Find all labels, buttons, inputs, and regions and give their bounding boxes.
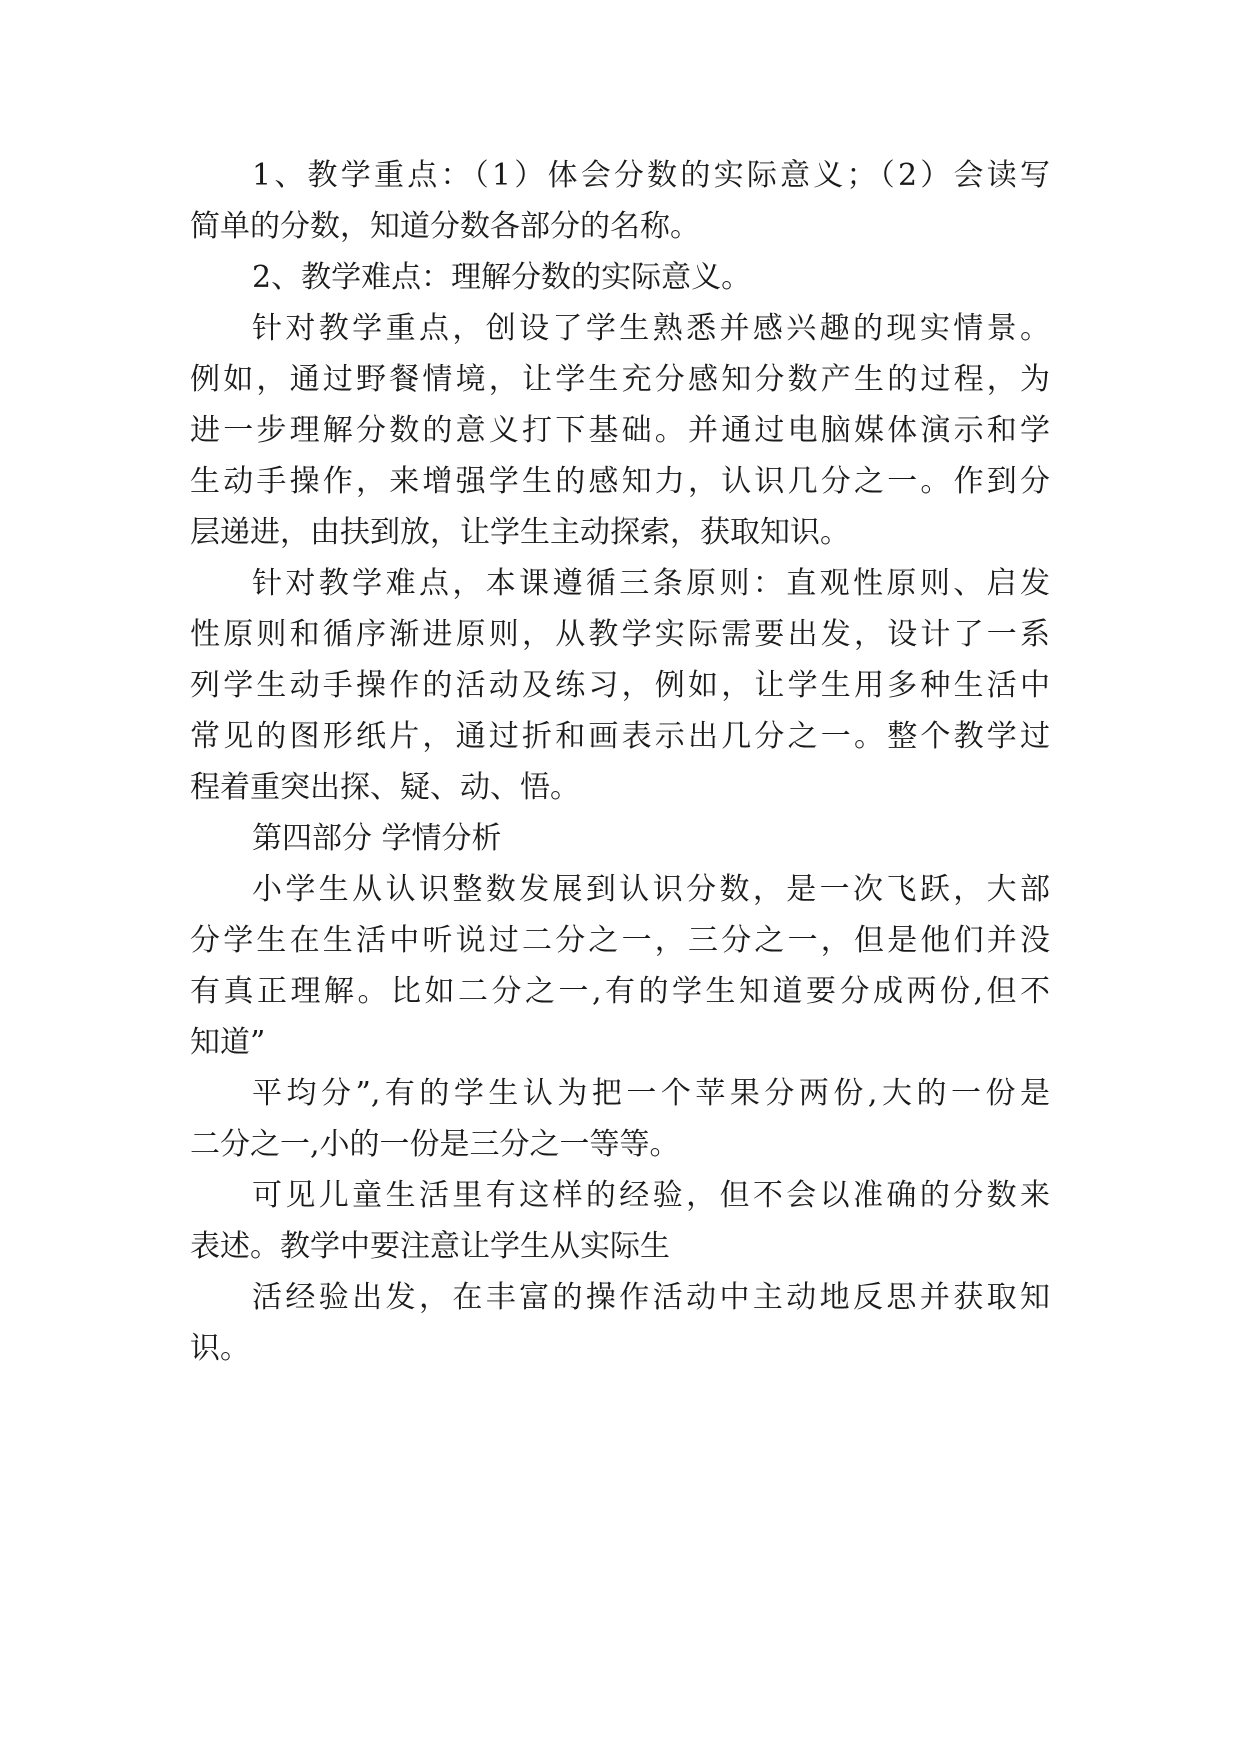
text-line: 程着重突出探、疑、动、悟。 — [190, 770, 580, 805]
text-line: 层递进，由扶到放，让学生主动探索，获取知识。 — [190, 515, 850, 550]
text-line: 常见的图形纸片，通过折和画表示出几分之一。整个教学过 — [190, 719, 1050, 754]
text-line: 进一步理解分数的意义打下基础。并通过电脑媒体演示和学 — [190, 413, 1050, 448]
text-line: 平均分”,有的学生认为把一个苹果分两份,大的一份是 — [252, 1076, 1050, 1111]
section-heading: 第四部分 学情分析 — [252, 821, 502, 856]
text-line: 表述。教学中要注意让学生从实际生 — [190, 1229, 670, 1264]
text-line: 知道” — [190, 1025, 266, 1060]
text-line: 简单的分数，知道分数各部分的名称。 — [190, 209, 700, 244]
text-line: 2、教学难点：理解分数的实际意义。 — [252, 260, 752, 295]
text-line: 活经验出发，在丰富的操作活动中主动地反思并获取知 — [252, 1280, 1050, 1315]
text-line: 针对教学难点，本课遵循三条原则：直观性原则、启发 — [252, 566, 1050, 601]
text-line: 小学生从认识整数发展到认识分数，是一次飞跃，大部 — [252, 872, 1050, 907]
text-line: 性原则和循序渐进原则，从教学实际需要出发，设计了一系 — [190, 617, 1050, 652]
text-line: 例如，通过野餐情境，让学生充分感知分数产生的过程，为 — [190, 362, 1050, 397]
text-line: 二分之一,小的一份是三分之一等等。 — [190, 1127, 680, 1162]
text-line: 针对教学重点，创设了学生熟悉并感兴趣的现实情景。 — [252, 311, 1050, 346]
text-line: 生动手操作，来增强学生的感知力，认识几分之一。作到分 — [190, 464, 1050, 499]
text-line: 有真正理解。比如二分之一,有的学生知道要分成两份,但不 — [190, 974, 1050, 1009]
text-line: 识。 — [190, 1331, 250, 1366]
text-line: 列学生动手操作的活动及练习，例如，让学生用多种生活中 — [190, 668, 1050, 703]
text-line: 分学生在生活中听说过二分之一，三分之一，但是他们并没 — [190, 923, 1050, 958]
text-line: 可见儿童生活里有这样的经验，但不会以准确的分数来 — [252, 1178, 1050, 1213]
text-line: 1、教学重点：（1）体会分数的实际意义；（2）会读写 — [252, 158, 1050, 193]
